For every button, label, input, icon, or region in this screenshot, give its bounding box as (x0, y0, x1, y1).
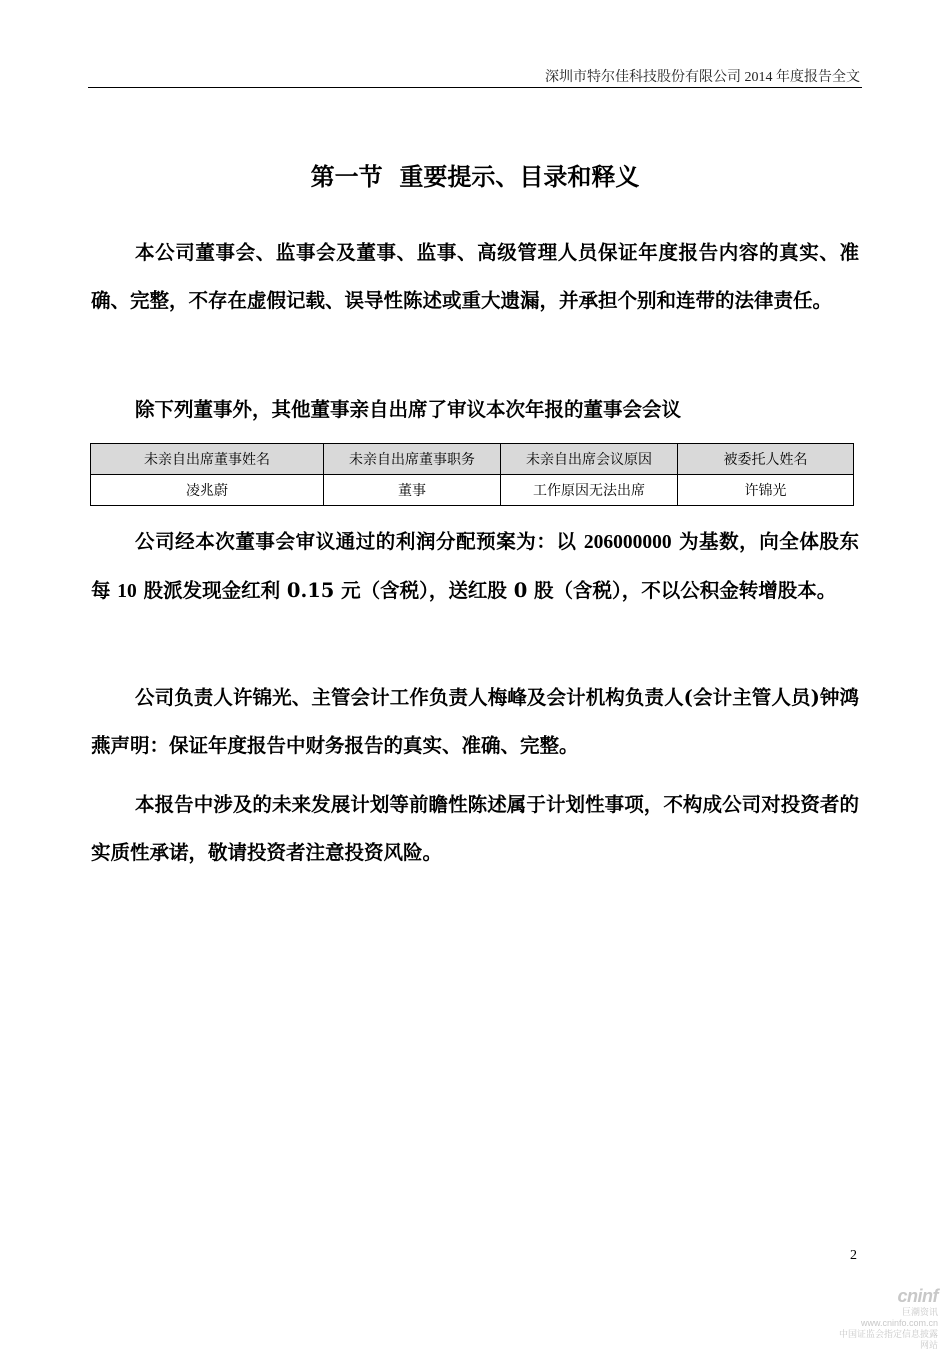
watermark-line1: 巨潮资讯 (901, 1307, 938, 1317)
profit-text-c: 股派发现金红利 0.15 元（含税），送红股 0 股（含税），不以公积金转增股本。 (136, 579, 837, 602)
profit-text-a: 公司经本次董事会审议通过的利润分配预案为：以 (135, 530, 584, 553)
watermark-line3: 中国证监会指定信息披露网站 (838, 1329, 938, 1350)
paragraph-responsibility: 本公司董事会、监事会及董事、监事、高级管理人员保证年度报告内容的真实、准确、完整，不存在虚假记载、误导性陈述或重大遗漏，并承担个别和连带的法律责任。 (91, 241, 859, 312)
cell-reason: 工作原因无法出席 (501, 475, 678, 506)
profit-per-shares: 10 (117, 581, 137, 602)
table-row (91, 475, 854, 506)
profit-text-b: 为基数，向全体股东每 (91, 530, 859, 602)
paragraph-forward-looking: 本报告中涉及的未来发展计划等前瞻性陈述属于计划性事项，不构成公司对投资者的实质性承诺，敬请投资者注意投资风险。 (91, 793, 859, 864)
profit-base-number: 206000000 (583, 532, 672, 553)
paragraph-attendance: 除下列董事外，其他董事亲自出席了审议本次年报的董事会会议 (135, 398, 682, 421)
cell-name: 凌兆蔚 (91, 475, 324, 506)
cninfo-watermark (838, 1286, 938, 1351)
col-header-reason: 未亲自出席会议原因 (501, 444, 678, 475)
col-header-position: 未亲自出席董事职务 (324, 444, 501, 475)
page-number: 2 (850, 1248, 857, 1263)
section-title: 第一节 重要提示、目录和释义 (310, 162, 640, 191)
watermark-line2: www.cninfo.com.cn (860, 1318, 938, 1328)
table-header-row (91, 444, 854, 475)
col-header-name: 未亲自出席董事姓名 (91, 444, 324, 475)
absent-directors-table (90, 443, 854, 506)
cell-proxy: 许锦光 (678, 475, 854, 506)
running-header: 深圳市特尔佳科技股份有限公司 2014 年度报告全文 (545, 70, 860, 85)
header-rule (88, 87, 862, 88)
cninfo-logo: cninf (897, 1286, 938, 1306)
paragraph-financial-statement: 公司负责人许锦光、主管会计工作负责人梅峰及会计机构负责人(会计主管人员)钟鸿燕声明：保证年度报告中财务报告的真实、准确、完整。 (91, 686, 860, 757)
paragraph-profit-distribution (91, 518, 859, 616)
cell-position: 董事 (324, 475, 501, 506)
col-header-proxy: 被委托人姓名 (678, 444, 854, 475)
